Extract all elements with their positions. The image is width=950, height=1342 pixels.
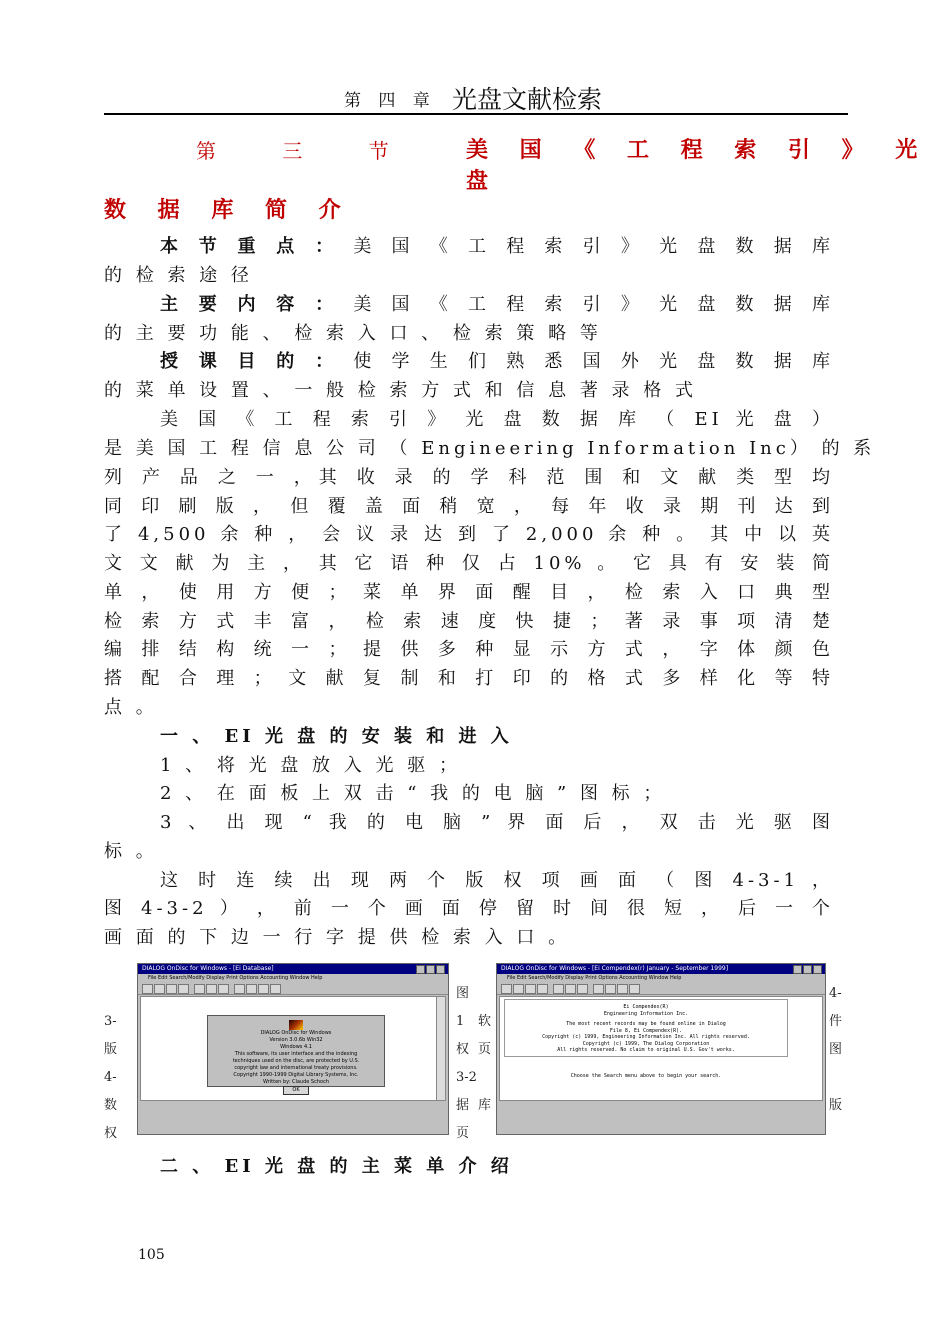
toolbar-icon — [525, 984, 536, 994]
window-titlebar — [138, 964, 448, 974]
header-rule — [104, 113, 848, 115]
paragraph-line: 这 时 连 续 出 现 两 个 版 权 项 画 面 （ 图 4-3-1 ， — [160, 870, 834, 891]
copyright-text: All rights reserved. No claim to original U.S. Gov't works. — [557, 1047, 735, 1053]
caption-fragment: 据 — [456, 1098, 470, 1113]
window-titlebar — [497, 964, 825, 974]
paragraph-line: 编 排 结 构 统 一 ； 提 供 多 种 显 示 方 式 ， 字 体 颜 色 — [104, 639, 834, 660]
copyright-text: File 8, Ei Compendex(R). — [609, 1027, 683, 1034]
caption-fragment: 库 — [478, 1098, 492, 1113]
toolbar-icon — [258, 984, 269, 994]
toolbar-icon — [593, 984, 604, 994]
paragraph-line: 图 4-3-2 ） ， 前 一 个 画 面 停 留 时 间 很 短 ， 后 一 个 — [104, 898, 834, 919]
maximize-icon — [426, 965, 435, 974]
text-line: 的 主 要 功 能 、 检 索 入 口 、 检 索 策 略 等 — [104, 323, 602, 344]
key-points-line — [160, 232, 834, 261]
toolbar-icon — [513, 984, 524, 994]
section-title: 美 国 《 工 程 索 引 》 光 盘 — [466, 138, 930, 194]
caption-left — [104, 1008, 128, 1148]
paragraph-line: 单 ， 使 用 方 便 ； 菜 单 界 面 醒 目 ， 检 索 入 口 典 型 — [104, 582, 834, 603]
workspace — [499, 996, 823, 1101]
paragraph-line: 检 索 方 式 丰 富 ， 检 索 速 度 快 捷 ； 著 录 事 项 清 楚 — [104, 611, 834, 632]
caption-fragment: 3- — [104, 1014, 117, 1029]
vertical-scrollbar — [436, 997, 445, 1100]
paragraph-line: 搭 配 合 理 ； 文 献 复 制 和 打 印 的 格 式 多 样 化 等 特 — [104, 668, 834, 689]
copyright-text: Copyright (c) 1999, The Dialog Corporation — [582, 1040, 710, 1047]
toolbar-icon — [629, 984, 640, 994]
main-content-text: 美 国 《 工 程 索 引 》 光 盘 数 据 库 — [353, 294, 834, 315]
step-3-continued: 标 。 — [104, 841, 158, 862]
maximize-icon — [803, 965, 812, 974]
dialog-text: Version 3.0.6b Win32 — [269, 1037, 323, 1043]
window-controls — [415, 965, 445, 978]
step-3: 3 、 出 现 “ 我 的 电 脑 ” 界 面 后 ， 双 击 光 驱 图 — [160, 812, 834, 833]
toolbar-icon — [270, 984, 281, 994]
key-points-label: 本 节 重 点 ： — [160, 236, 341, 257]
dialog-text: This software, its user interface and the indexing — [234, 1051, 358, 1057]
caption-right — [829, 980, 847, 1120]
caption-fragment: 权 — [456, 1042, 470, 1057]
caption-fragment: 图 — [829, 1042, 843, 1057]
page-number: 105 — [138, 1247, 165, 1263]
caption-fragment: 版 — [829, 1098, 843, 1113]
step-2: 2 、 在 面 板 上 双 击 “ 我 的 电 脑 ” 图 标 ； — [160, 783, 666, 804]
main-content-line — [160, 290, 834, 319]
toolbar-icon — [194, 984, 205, 994]
caption-fragment: 3-2 — [456, 1070, 477, 1085]
toolbar-icon — [178, 984, 189, 994]
figure-copyright-screen-2 — [496, 963, 826, 1135]
caption-fragment: 1 — [456, 1014, 465, 1029]
text-line: 的 菜 单 设 置 、 一 般 检 索 方 式 和 信 息 著 录 格 式 — [104, 380, 697, 401]
toolbar-icon — [206, 984, 217, 994]
teaching-goal-line — [160, 347, 834, 376]
caption-fragment: 页 — [456, 1126, 470, 1141]
copyright-text: Ei Compendex(R) — [623, 1004, 669, 1010]
paragraph-line: 文 文 献 为 主 ， 其 它 语 种 仅 占 10% 。 它 具 有 安 装 简 — [104, 553, 834, 574]
status-area — [497, 1104, 825, 1134]
dialog-text: Copyright 1990-1999 Digital Library Systems, Inc. — [233, 1072, 359, 1078]
copyright-text: The most recent records may be found online in Dialog — [566, 1021, 726, 1027]
toolbar-icon — [537, 984, 548, 994]
caption-fragment: 权 — [104, 1126, 118, 1141]
dialog-logo-icon — [289, 1020, 303, 1030]
close-icon — [436, 965, 445, 974]
minimize-icon — [416, 965, 425, 974]
toolbar-icon — [617, 984, 628, 994]
toolbar-icon — [565, 984, 576, 994]
toolbar — [138, 983, 448, 995]
caption-fragment: 件 — [829, 1014, 843, 1029]
dialog-text: copyright law and international treaty provisions. — [234, 1065, 358, 1071]
status-area — [138, 1104, 448, 1134]
paragraph-line: 点 。 — [104, 697, 158, 718]
search-prompt-text: Choose the Search menu above to begin your search. — [570, 1073, 722, 1079]
paragraph-line: 是 美 国 工 程 信 息 公 司 （ Engineering Information Inc） 的 系 — [104, 438, 876, 459]
paragraph-line: 美 国 《 工 程 索 引 》 光 盘 数 据 库 （ EI 光 盘 ） — [160, 409, 834, 430]
window-title: DIALOG OnDisc for Windows - [Ei Database] — [142, 965, 274, 972]
main-content-label: 主 要 内 容 ： — [160, 294, 341, 315]
chapter-title: 光盘文献检索 — [452, 85, 603, 114]
toolbar-icon — [577, 984, 588, 994]
window-title: DIALOG OnDisc for Windows - [Ei Compendex(r) January - September 1999] — [501, 965, 729, 972]
section-title-continued: 数 据 库 简 介 — [104, 198, 353, 223]
text-line: 的 检 索 途 径 — [104, 265, 253, 286]
caption-fragment: 数 — [104, 1098, 118, 1113]
dialog-text: Windows 4.1 — [280, 1044, 312, 1050]
toolbar-icon — [142, 984, 153, 994]
toolbar-icon — [246, 984, 257, 994]
toolbar-icon — [605, 984, 616, 994]
copyright-text: Copyright (c) 1999, Engineering Information Inc. All rights reserved. — [542, 1034, 750, 1040]
dialog-text: techniques used on the disc, are protected by U.S. — [232, 1058, 360, 1064]
teaching-goal-label: 授 课 目 的 ： — [160, 351, 341, 372]
toolbar-icon — [234, 984, 245, 994]
caption-fragment: 4- — [829, 986, 842, 1001]
minimize-icon — [793, 965, 802, 974]
chapter-label: 第 四 章 — [344, 91, 436, 111]
caption-fragment: 4- — [104, 1070, 117, 1085]
step-1: 1 、 将 光 盘 放 入 光 驱 ； — [160, 755, 461, 776]
toolbar-icon — [501, 984, 512, 994]
paragraph-line: 同 印 刷 版 ， 但 覆 盖 面 稍 宽 ， 每 年 收 录 期 刊 达 到 — [104, 496, 834, 517]
subheading-main-menu: 二 、 EI 光 盘 的 主 菜 单 介 绍 — [160, 1156, 513, 1177]
about-dialog — [207, 1015, 385, 1093]
paragraph-line: 画 面 的 下 边 一 行 字 提 供 检 索 入 口 。 — [104, 927, 571, 948]
key-points-text: 美 国 《 工 程 索 引 》 光 盘 数 据 库 — [353, 236, 834, 257]
menu-bar: File Edit Search/Modify Display Print Options Accounting Window Help — [138, 974, 448, 983]
teaching-goal-text: 使 学 生 们 熟 悉 国 外 光 盘 数 据 库 — [353, 351, 834, 372]
dialog-text: DIALOG OnDisc for Windows — [260, 1030, 332, 1036]
toolbar-icon — [553, 984, 564, 994]
toolbar-icon — [218, 984, 229, 994]
caption-fragment: 软 — [478, 1014, 492, 1029]
figure-copyright-screen-1 — [137, 963, 449, 1135]
toolbar — [497, 983, 825, 995]
caption-middle-2 — [478, 1008, 496, 1120]
caption-fragment: 页 — [478, 1042, 492, 1057]
ok-button[interactable]: OK — [283, 1086, 308, 1095]
section-number: 第 三 节 — [196, 139, 419, 163]
caption-fragment: 版 — [104, 1042, 118, 1057]
paragraph-line: 列 产 品 之 一 ，其 收 录 的 学 科 范 围 和 文 献 类 型 均 — [104, 467, 834, 488]
paragraph-line: 了 4,500 余 种 ， 会 议 录 达 到 了 2,000 余 种 。 其 中 以 英 — [104, 524, 834, 545]
caption-middle-1 — [456, 980, 480, 1148]
menu-bar: File Edit Search/Modify Display Print Options Accounting Window Help — [497, 974, 825, 983]
window-controls — [792, 965, 822, 978]
toolbar-icon — [154, 984, 165, 994]
close-icon — [813, 965, 822, 974]
subheading-install: 一 、 EI 光 盘 的 安 装 和 进 入 — [160, 726, 513, 747]
workspace — [140, 996, 446, 1101]
caption-fragment: 图 — [456, 986, 470, 1001]
copyright-text: Engineering Information Inc. — [603, 1010, 689, 1017]
copyright-box — [504, 999, 788, 1057]
dialog-text: Written by: Claude Schoch — [263, 1079, 329, 1085]
toolbar-icon — [166, 984, 177, 994]
